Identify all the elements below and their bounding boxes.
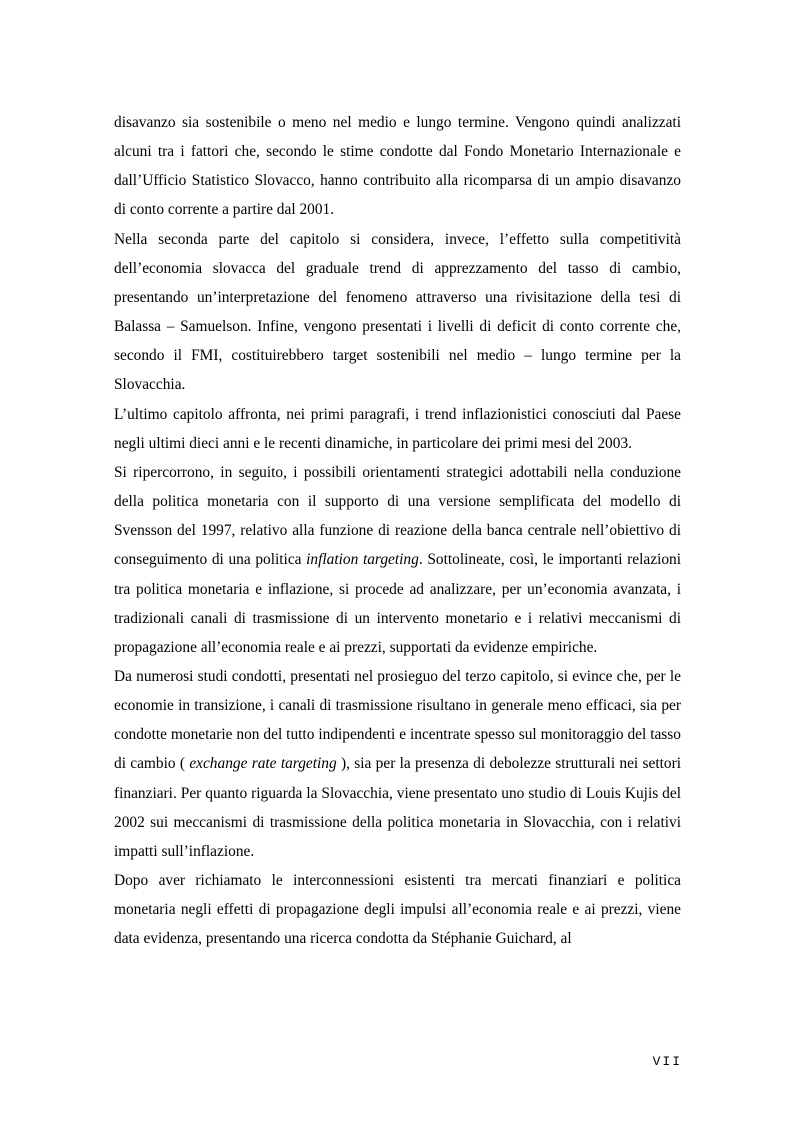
paragraph: [114, 225, 681, 400]
paragraph: [114, 458, 681, 662]
paragraph-text: Da numerosi studi condotti, presentati nel prosieguo del terzo capitolo, si evince che, per le economie in transizione, i canali di trasmissione risultano in generale meno efficaci, sia per condotte monetarie non del tutto indipendenti e incentrate spesso sul monitoraggio del tasso di cambio (: [114, 667, 681, 773]
paragraph-text: Dopo aver richiamato le interconnessioni esistenti tra mercati finanziari e politica monetaria negli effetti di propagazione degli impulsi all’economia reale e ai prezzi, viene data evidenza, presentando una ricerca condotta da Stéphanie Guichard, al: [114, 872, 681, 948]
paragraph: [114, 400, 681, 458]
paragraph: [114, 662, 681, 866]
body-text: [114, 108, 681, 954]
paragraph-text: L’ultimo capitolo affronta, nei primi paragrafi, i trend inflazionistici conosciuti dal Paese negli ultimi dieci anni e le recenti dinamiche, in particolare dei primi mesi del 2003.: [114, 405, 681, 452]
italic-term: exchange rate targeting: [189, 755, 337, 773]
paragraph-text: Nella seconda parte del capitolo si considera, invece, l’effetto sulla competitività dell’economia slovacca del graduale trend di apprezzamento del tasso di cambio, presentando un’interpretazione del fenomeno attraverso una rivisitazione della tesi di Balassa – Samuelson. Infine, vengono presentati i livelli di deficit di conto corrente che, secondo il FMI, costituirebbero target sostenibili nel medio – lungo termine per la Slovacchia.: [114, 230, 681, 394]
italic-term: inflation targeting: [306, 551, 419, 569]
paragraph-text: ), sia per la presenza di debolezze strutturali nei settori finanziari. Per quanto riguarda la Slovacchia, viene presentato uno studio di Louis Kujis del 2002 sui meccanismi di trasmissione della politica monetaria in Slovacchia, con i relativi impatti sull’inflazione.: [114, 755, 681, 860]
paragraph-text: Si ripercorrono, in seguito, i possibili orientamenti strategici adottabili nella conduzione della politica monetaria con il supporto di una versione semplificata del modello di Svensson del 1997, relativo alla funzione di reazione della banca centrale nell’obiettivo di conseguimento di una politica: [114, 463, 681, 569]
paragraph-text: disavanzo sia sostenibile o meno nel medio e lungo termine. Vengono quindi analizzati alcuni tra i fattori che, secondo le stime condotte dal Fondo Monetario Internazionale e dall’Ufficio Statistico Slovacco, hanno contribuito alla ricomparsa di un ampio disavanzo di conto corrente a partire dal 2001.: [114, 114, 681, 219]
paragraph: [114, 108, 681, 225]
paragraph: [114, 866, 681, 953]
paragraph-text: . Sottolineate, così, le importanti relazioni tra politica monetaria e inflazione, si procede ad analizzare, per un’economia avanzata, i tradizionali canali di trasmissione di un intervento monetario e i relativi meccanismi di propagazione all’economia reale e ai prezzi, supportati da evidenze empiriche.: [114, 551, 682, 656]
page-number: VII: [652, 1054, 682, 1069]
